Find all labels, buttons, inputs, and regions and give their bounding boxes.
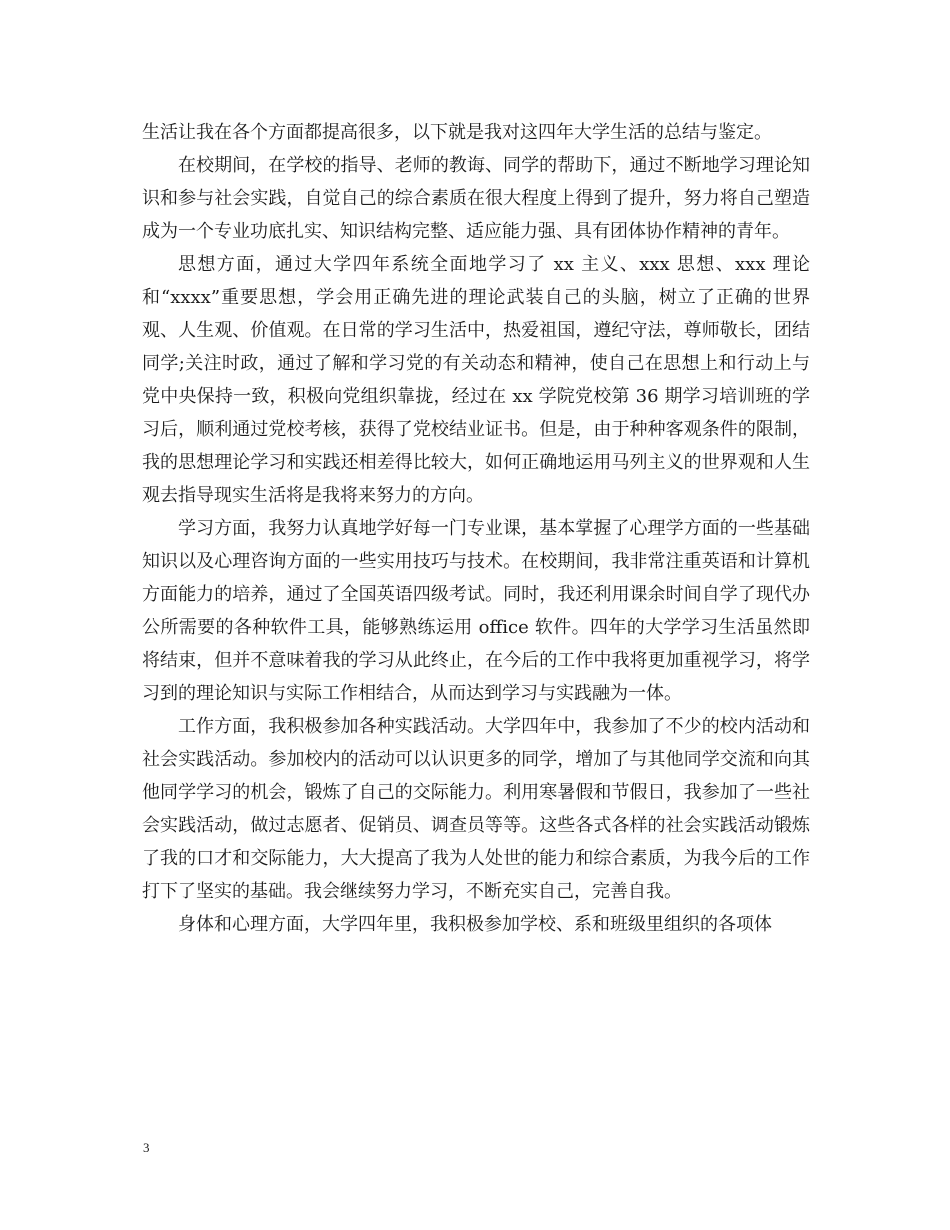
paragraph-6: 身体和心理方面，大学四年里，我积极参加学校、系和班级里组织的各项体 — [178, 914, 772, 935]
paragraph-3: 思想方面，通过大学四年系统全面地学习了 xx 主义、xxx 思想、xxx 理论和“xxxx”重要思想，学会用正确先进的理论武装自己的头脑，树立了正确的世界观、人生观、价值观。在日常的学习生活中，热爱祖国，遵纪守法，尊师敬长，团结同学;关注时政，通过了解和学习党的有关动态和精神，使自己在思想上和行动上与党中央保持一致，积极向党组织靠拢，经过在 xx 学院党校第 36 期学习培训班的学习后，顺利通过党校考核，获得了党校结业证书。但是，由于种种客观条件的限制，我的思想理论学习和实践还相差得比较大，如何正确地运用马列主义的世界观和人生观去指导现实生活将是我将来努力的方向。 — [142, 254, 810, 506]
paragraph-2: 在校期间，在学校的指导、老师的教诲、同学的帮助下，通过不断地学习理论知识和参与社会实践，自觉自己的综合素质在很大程度上得到了提升，努力将自己塑造成为一个专业功底扎实、知识结构完整、适应能力强、具有团体协作精神的青年。 — [142, 155, 810, 242]
paragraph-1: 生活让我在各个方面都提高很多，以下就是我对这四年大学生活的总结与鉴定。 — [142, 122, 772, 143]
document-body — [142, 116, 810, 941]
paragraph-5: 工作方面，我积极参加各种实践活动。大学四年中，我参加了不少的校内活动和社会实践活动。参加校内的活动可以认识更多的同学，增加了与其他同学交流和向其他同学学习的机会，锻炼了自己的交际能力。利用寒暑假和节假日，我参加了一些社会实践活动，做过志愿者、促销员、调查员等等。这些各式各样的社会实践活动锻炼了我的口才和交际能力，大大提高了我为人处世的能力和综合素质，为我今后的工作打下了坚实的基础。我会继续努力学习，不断充实自己，完善自我。 — [142, 716, 810, 902]
page-number: 3 — [143, 1140, 150, 1155]
paragraph-4: 学习方面，我努力认真地学好每一门专业课，基本掌握了心理学方面的一些基础知识以及心理咨询方面的一些实用技巧与技术。在校期间，我非常注重英语和计算机方面能力的培养，通过了全国英语四级考试。同时，我还利用课余时间自学了现代办公所需要的各种软件工具，能够熟练运用 office 软件。四年的大学学习生活虽然即将结束，但并不意味着我的学习从此终止，在今后的工作中我将更加重视学习，将学习到的理论知识与实际工作相结合，从而达到学习与实践融为一体。 — [142, 518, 810, 704]
